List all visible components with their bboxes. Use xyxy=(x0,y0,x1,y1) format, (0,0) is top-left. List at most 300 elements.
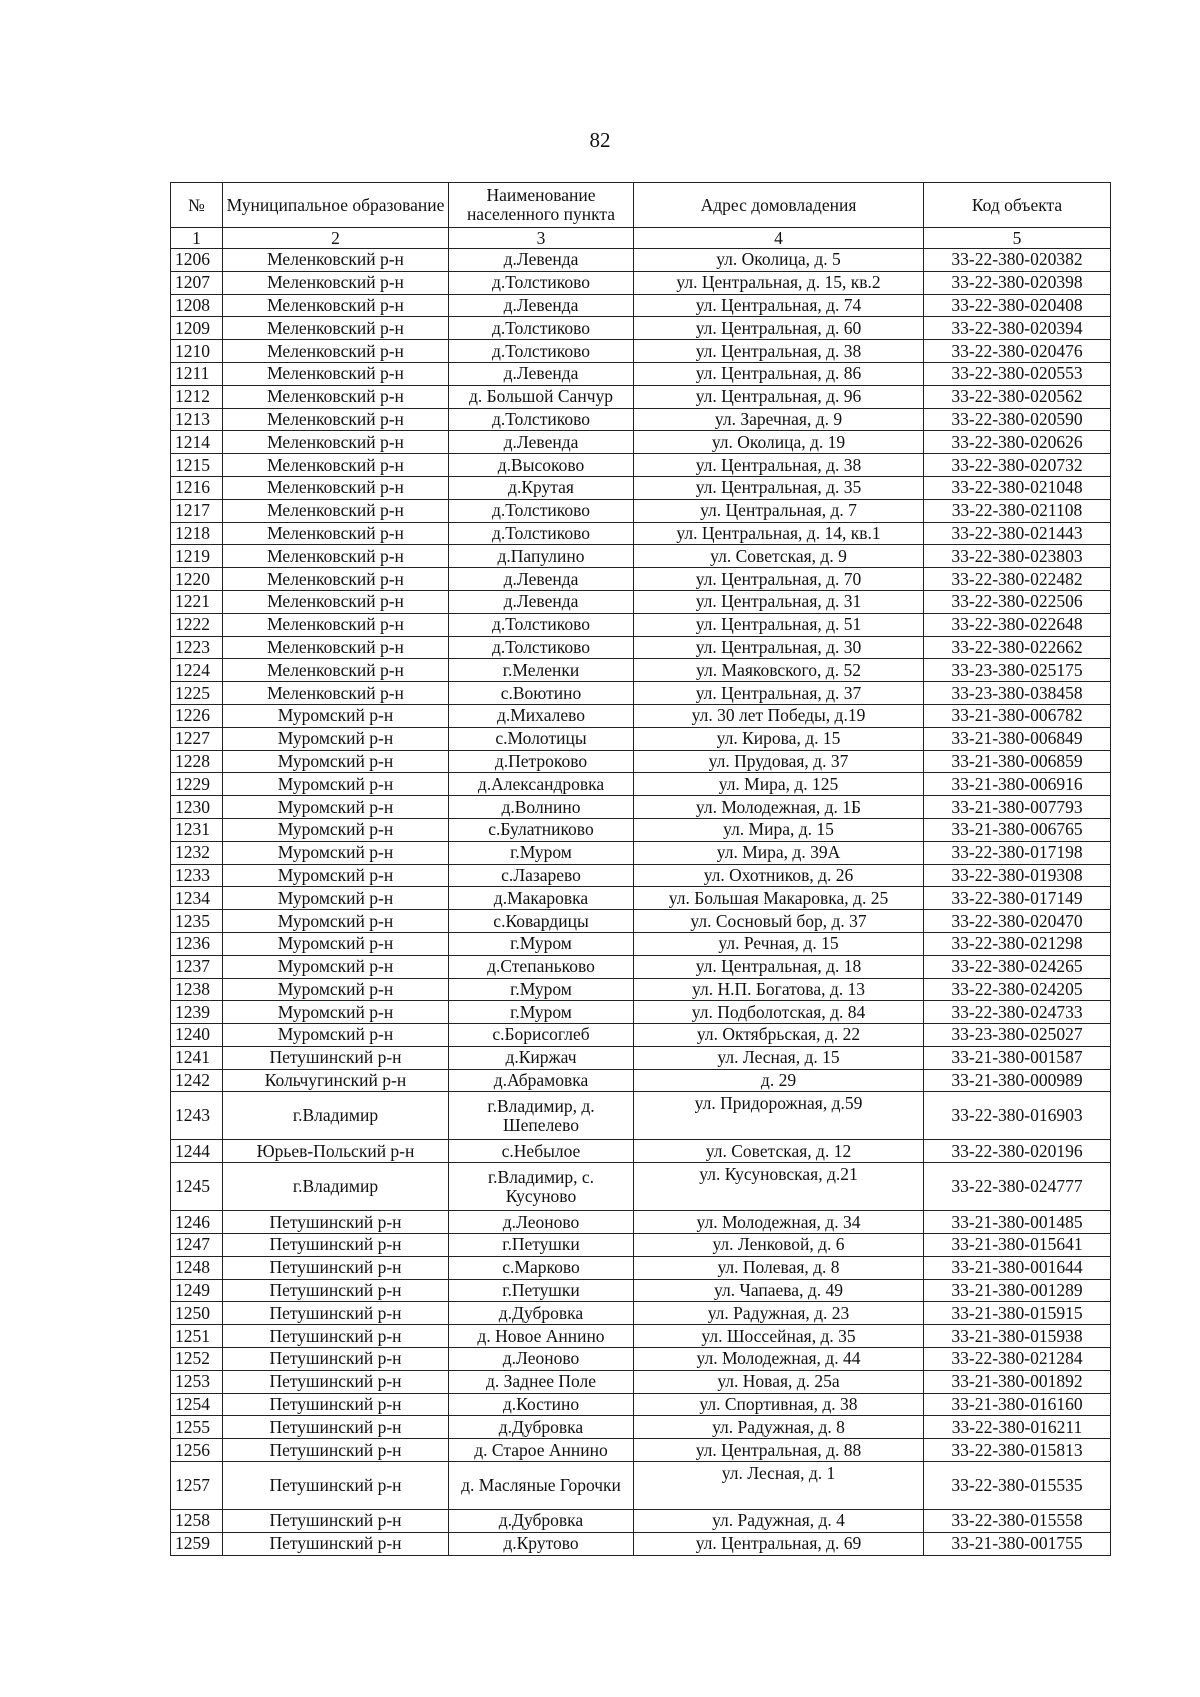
settlement-cell: г.Муром xyxy=(449,1001,634,1024)
table-row xyxy=(171,1279,1111,1302)
municipality-cell: Меленковский р-н xyxy=(223,636,449,659)
settlement-cell: с.Молотицы xyxy=(449,727,634,750)
column-number: 1 xyxy=(171,228,223,249)
municipality-cell: Меленковский р-н xyxy=(223,249,449,272)
address-cell: ул. Центральная, д. 69 xyxy=(634,1532,924,1555)
settlement-cell: д.Крутая xyxy=(449,476,634,499)
address-cell: ул. Центральная, д. 70 xyxy=(634,568,924,591)
settlement-cell: д.Толстиково xyxy=(449,613,634,636)
object-code-cell: 33-22-380-020470 xyxy=(924,910,1111,933)
header-municipality: Муниципальное образование xyxy=(223,183,449,228)
municipality-cell: Муромский р-н xyxy=(223,887,449,910)
table-row xyxy=(171,704,1111,727)
object-code-cell: 33-22-380-019308 xyxy=(924,864,1111,887)
row-number: 1254 xyxy=(171,1393,223,1416)
address-cell: ул. Центральная, д. 51 xyxy=(634,613,924,636)
table-row xyxy=(171,1234,1111,1257)
address-cell: ул. Центральная, д. 74 xyxy=(634,294,924,317)
table-row xyxy=(171,773,1111,796)
settlement-cell: д.Толстиково xyxy=(449,636,634,659)
municipality-cell: Меленковский р-н xyxy=(223,340,449,363)
address-cell: ул. Центральная, д. 30 xyxy=(634,636,924,659)
table-row xyxy=(171,431,1111,454)
table-row xyxy=(171,1370,1111,1393)
table-row xyxy=(171,818,1111,841)
settlement-cell: д. Заднее Поле xyxy=(449,1370,634,1393)
municipality-cell: Муромский р-н xyxy=(223,727,449,750)
address-cell: ул. Кусуновская, д.21 xyxy=(634,1163,924,1211)
address-cell: ул. Околица, д. 19 xyxy=(634,431,924,454)
row-number: 1213 xyxy=(171,408,223,431)
address-cell: ул. Мира, д. 15 xyxy=(634,818,924,841)
table-row xyxy=(171,1439,1111,1462)
municipality-cell: Меленковский р-н xyxy=(223,522,449,545)
address-cell: ул. Мира, д. 39А xyxy=(634,841,924,864)
object-code-cell: 33-22-380-024205 xyxy=(924,978,1111,1001)
table-row xyxy=(171,1416,1111,1439)
table-row xyxy=(171,932,1111,955)
settlement-cell: д.Левенда xyxy=(449,431,634,454)
object-code-cell: 33-21-380-001289 xyxy=(924,1279,1111,1302)
table-row xyxy=(171,955,1111,978)
address-cell: ул. Ленковой, д. 6 xyxy=(634,1234,924,1257)
municipality-cell: Меленковский р-н xyxy=(223,568,449,591)
object-code-cell: 33-22-380-016903 xyxy=(924,1092,1111,1140)
object-code-cell: 33-21-380-015938 xyxy=(924,1325,1111,1348)
settlement-cell: д.Леоново xyxy=(449,1348,634,1371)
municipality-cell: Петушинский р-н xyxy=(223,1416,449,1439)
municipality-cell: Муромский р-н xyxy=(223,864,449,887)
table-row xyxy=(171,385,1111,408)
header-address: Адрес домовладения xyxy=(634,183,924,228)
settlement-cell: с.Борисоглеб xyxy=(449,1024,634,1047)
table-row xyxy=(171,659,1111,682)
settlement-cell: д.Толстиково xyxy=(449,271,634,294)
object-code-cell: 33-22-380-021048 xyxy=(924,476,1111,499)
settlement-cell: с.Небылое xyxy=(449,1140,634,1163)
row-number: 1220 xyxy=(171,568,223,591)
address-cell: ул. Центральная, д. 88 xyxy=(634,1439,924,1462)
object-code-cell: 33-22-380-020398 xyxy=(924,271,1111,294)
municipality-cell: Петушинский р-н xyxy=(223,1325,449,1348)
object-code-cell: 33-21-380-015641 xyxy=(924,1234,1111,1257)
row-number: 1219 xyxy=(171,545,223,568)
address-cell: ул. Центральная, д. 37 xyxy=(634,682,924,705)
object-code-cell: 33-21-380-001485 xyxy=(924,1211,1111,1234)
object-code-cell: 33-21-380-006849 xyxy=(924,727,1111,750)
address-cell: ул. 30 лет Победы, д.19 xyxy=(634,704,924,727)
column-number: 4 xyxy=(634,228,924,249)
object-code-cell: 33-22-380-020476 xyxy=(924,340,1111,363)
address-cell: ул. Советская, д. 12 xyxy=(634,1140,924,1163)
column-number: 2 xyxy=(223,228,449,249)
address-cell: ул. Центральная, д. 31 xyxy=(634,590,924,613)
object-code-cell: 33-22-380-024265 xyxy=(924,955,1111,978)
settlement-cell: д. Большой Санчур xyxy=(449,385,634,408)
row-number: 1225 xyxy=(171,682,223,705)
address-cell: ул. Радужная, д. 8 xyxy=(634,1416,924,1439)
object-code-cell: 33-21-380-001755 xyxy=(924,1532,1111,1555)
settlement-cell: д.Левенда xyxy=(449,294,634,317)
settlement-cell: д.Абрамовка xyxy=(449,1069,634,1092)
municipality-cell: Меленковский р-н xyxy=(223,659,449,682)
address-cell: ул. Спортивная, д. 38 xyxy=(634,1393,924,1416)
object-code-cell: 33-22-380-015558 xyxy=(924,1510,1111,1533)
table-row xyxy=(171,590,1111,613)
object-code-cell: 33-22-380-021108 xyxy=(924,499,1111,522)
object-code-cell: 33-22-380-015535 xyxy=(924,1462,1111,1510)
municipality-cell: Петушинский р-н xyxy=(223,1510,449,1533)
settlement-cell: д.Левенда xyxy=(449,249,634,272)
settlement-cell: д.Волнино xyxy=(449,796,634,819)
object-code-cell: 33-22-380-022482 xyxy=(924,568,1111,591)
row-number: 1229 xyxy=(171,773,223,796)
table-row xyxy=(171,271,1111,294)
row-number: 1226 xyxy=(171,704,223,727)
address-cell: ул. Шоссейная, д. 35 xyxy=(634,1325,924,1348)
object-code-cell: 33-21-380-006916 xyxy=(924,773,1111,796)
municipality-cell: Петушинский р-н xyxy=(223,1393,449,1416)
municipality-cell: Меленковский р-н xyxy=(223,317,449,340)
table-row xyxy=(171,727,1111,750)
municipality-cell: Петушинский р-н xyxy=(223,1462,449,1510)
address-cell: ул. Октябрьская, д. 22 xyxy=(634,1024,924,1047)
table-row xyxy=(171,1348,1111,1371)
object-code-cell: 33-22-380-020590 xyxy=(924,408,1111,431)
table-row xyxy=(171,1092,1111,1140)
settlement-cell: д.Макаровка xyxy=(449,887,634,910)
object-code-cell: 33-22-380-021284 xyxy=(924,1348,1111,1371)
table-row xyxy=(171,568,1111,591)
municipality-cell: Петушинский р-н xyxy=(223,1211,449,1234)
municipality-cell: Меленковский р-н xyxy=(223,454,449,477)
row-number: 1259 xyxy=(171,1532,223,1555)
table-row xyxy=(171,1211,1111,1234)
settlement-cell: с.Марково xyxy=(449,1256,634,1279)
municipality-cell: Меленковский р-н xyxy=(223,385,449,408)
address-cell: ул. Заречная, д. 9 xyxy=(634,408,924,431)
row-number: 1240 xyxy=(171,1024,223,1047)
settlement-cell: г.Петушки xyxy=(449,1279,634,1302)
row-number: 1228 xyxy=(171,750,223,773)
settlement-cell: г.Меленки xyxy=(449,659,634,682)
address-cell: ул. Н.П. Богатова, д. 13 xyxy=(634,978,924,1001)
table-row xyxy=(171,750,1111,773)
row-number: 1233 xyxy=(171,864,223,887)
address-cell: ул. Центральная, д. 86 xyxy=(634,362,924,385)
municipality-cell: Петушинский р-н xyxy=(223,1370,449,1393)
column-number: 3 xyxy=(449,228,634,249)
row-number: 1249 xyxy=(171,1279,223,1302)
settlement-cell: д.Толстиково xyxy=(449,522,634,545)
settlement-cell: д.Левенда xyxy=(449,590,634,613)
object-code-cell: 33-22-380-017198 xyxy=(924,841,1111,864)
settlement-cell: д.Дубровка xyxy=(449,1302,634,1325)
row-number: 1253 xyxy=(171,1370,223,1393)
object-code-cell: 33-22-380-022648 xyxy=(924,613,1111,636)
table-row xyxy=(171,340,1111,363)
page-number: 82 xyxy=(589,128,611,152)
object-code-cell: 33-22-380-020732 xyxy=(924,454,1111,477)
row-number: 1258 xyxy=(171,1510,223,1533)
address-cell: ул. Центральная, д. 96 xyxy=(634,385,924,408)
address-cell: ул. Лесная, д. 15 xyxy=(634,1046,924,1069)
object-code-cell: 33-22-380-017149 xyxy=(924,887,1111,910)
municipality-cell: Муромский р-н xyxy=(223,1024,449,1047)
object-code-cell: 33-21-380-001644 xyxy=(924,1256,1111,1279)
table-row xyxy=(171,522,1111,545)
address-cell: ул. Мира, д. 125 xyxy=(634,773,924,796)
settlement-cell: д.Левенда xyxy=(449,362,634,385)
object-code-cell: 33-23-380-025027 xyxy=(924,1024,1111,1047)
municipality-cell: Муромский р-н xyxy=(223,978,449,1001)
row-number: 1230 xyxy=(171,796,223,819)
object-code-cell: 33-22-380-023803 xyxy=(924,545,1111,568)
object-code-cell: 33-22-380-015813 xyxy=(924,1439,1111,1462)
table-row xyxy=(171,1069,1111,1092)
table-row xyxy=(171,1393,1111,1416)
settlement-cell: д.Дубровка xyxy=(449,1416,634,1439)
object-code-cell: 33-21-380-001587 xyxy=(924,1046,1111,1069)
municipality-cell: Меленковский р-н xyxy=(223,613,449,636)
address-cell: ул. Большая Макаровка, д. 25 xyxy=(634,887,924,910)
row-number: 1206 xyxy=(171,249,223,272)
address-cell: ул. Чапаева, д. 49 xyxy=(634,1279,924,1302)
address-cell: ул. Радужная, д. 23 xyxy=(634,1302,924,1325)
column-number-row xyxy=(171,228,1111,249)
municipality-cell: Петушинский р-н xyxy=(223,1439,449,1462)
row-number: 1247 xyxy=(171,1234,223,1257)
address-cell: ул. Придорожная, д.59 xyxy=(634,1092,924,1140)
address-cell: ул. Молодежная, д. 34 xyxy=(634,1211,924,1234)
municipality-cell: Муромский р-н xyxy=(223,841,449,864)
row-number: 1222 xyxy=(171,613,223,636)
settlement-cell: д. Старое Аннино xyxy=(449,1439,634,1462)
object-code-cell: 33-23-380-038458 xyxy=(924,682,1111,705)
address-cell: ул. Центральная, д. 18 xyxy=(634,955,924,978)
table-row xyxy=(171,682,1111,705)
row-number: 1218 xyxy=(171,522,223,545)
municipality-cell: Муромский р-н xyxy=(223,796,449,819)
object-code-cell: 33-21-380-006859 xyxy=(924,750,1111,773)
object-code-cell: 33-21-380-007793 xyxy=(924,796,1111,819)
object-code-cell: 33-22-380-020408 xyxy=(924,294,1111,317)
address-cell: ул. Советская, д. 9 xyxy=(634,545,924,568)
row-number: 1227 xyxy=(171,727,223,750)
municipality-cell: Меленковский р-н xyxy=(223,590,449,613)
settlement-cell: д. Новое Аннино xyxy=(449,1325,634,1348)
address-cell: ул. Кирова, д. 15 xyxy=(634,727,924,750)
object-code-cell: 33-21-380-015915 xyxy=(924,1302,1111,1325)
table-row xyxy=(171,1140,1111,1163)
address-cell: ул. Маяковского, д. 52 xyxy=(634,659,924,682)
table-row xyxy=(171,1046,1111,1069)
municipality-cell: Муромский р-н xyxy=(223,932,449,955)
column-number: 5 xyxy=(924,228,1111,249)
municipality-cell: Муромский р-н xyxy=(223,773,449,796)
row-number: 1236 xyxy=(171,932,223,955)
settlement-cell: д.Толстиково xyxy=(449,408,634,431)
settlement-cell: с.Воютино xyxy=(449,682,634,705)
address-cell: ул. Радужная, д. 4 xyxy=(634,1510,924,1533)
object-code-cell: 33-21-380-006782 xyxy=(924,704,1111,727)
row-number: 1223 xyxy=(171,636,223,659)
settlement-cell: д.Толстиково xyxy=(449,317,634,340)
settlement-cell: г.Муром xyxy=(449,932,634,955)
object-code-cell: 33-22-380-020553 xyxy=(924,362,1111,385)
table-body xyxy=(171,249,1111,1556)
settlement-cell: г.Владимир, д. Шепелево xyxy=(449,1092,634,1140)
row-number: 1212 xyxy=(171,385,223,408)
municipality-cell: Меленковский р-н xyxy=(223,545,449,568)
address-cell: ул. Центральная, д. 14, кв.1 xyxy=(634,522,924,545)
table-row xyxy=(171,1001,1111,1024)
settlement-cell: д.Костино xyxy=(449,1393,634,1416)
table-row xyxy=(171,1024,1111,1047)
row-number: 1239 xyxy=(171,1001,223,1024)
object-code-cell: 33-22-380-016211 xyxy=(924,1416,1111,1439)
address-cell: ул. Речная, д. 15 xyxy=(634,932,924,955)
row-number: 1217 xyxy=(171,499,223,522)
municipality-cell: Меленковский р-н xyxy=(223,408,449,431)
row-number: 1231 xyxy=(171,818,223,841)
settlement-cell: с.Лазарево xyxy=(449,864,634,887)
header-number: № xyxy=(171,183,223,228)
object-code-cell: 33-22-380-022662 xyxy=(924,636,1111,659)
row-number: 1252 xyxy=(171,1348,223,1371)
address-cell: д. 29 xyxy=(634,1069,924,1092)
object-code-cell: 33-22-380-020394 xyxy=(924,317,1111,340)
table-row xyxy=(171,1510,1111,1533)
settlement-cell: д.Александровка xyxy=(449,773,634,796)
table-row xyxy=(171,1256,1111,1279)
table-row xyxy=(171,1462,1111,1510)
settlement-cell: г.Владимир, с. Кусуново xyxy=(449,1163,634,1211)
header-settlement: Наименование населенного пункта xyxy=(449,183,634,228)
row-number: 1256 xyxy=(171,1439,223,1462)
table-row xyxy=(171,1302,1111,1325)
table-row xyxy=(171,408,1111,431)
municipality-cell: Муромский р-н xyxy=(223,818,449,841)
table-row xyxy=(171,978,1111,1001)
address-cell: ул. Полевая, д. 8 xyxy=(634,1256,924,1279)
row-number: 1244 xyxy=(171,1140,223,1163)
settlement-cell: с.Ковардицы xyxy=(449,910,634,933)
settlement-cell: д.Левенда xyxy=(449,568,634,591)
settlement-cell: д.Толстиково xyxy=(449,499,634,522)
address-cell: ул. Прудовая, д. 37 xyxy=(634,750,924,773)
table-row xyxy=(171,910,1111,933)
object-code-cell: 33-22-380-021443 xyxy=(924,522,1111,545)
settlement-cell: г.Петушки xyxy=(449,1234,634,1257)
municipality-cell: Меленковский р-н xyxy=(223,476,449,499)
address-cell: ул. Центральная, д. 35 xyxy=(634,476,924,499)
address-cell: ул. Центральная, д. 60 xyxy=(634,317,924,340)
table-row xyxy=(171,545,1111,568)
row-number: 1257 xyxy=(171,1462,223,1510)
row-number: 1246 xyxy=(171,1211,223,1234)
settlement-cell: д.Петроково xyxy=(449,750,634,773)
row-number: 1209 xyxy=(171,317,223,340)
municipality-cell: Юрьев-Польский р-н xyxy=(223,1140,449,1163)
table-row xyxy=(171,1325,1111,1348)
row-number: 1238 xyxy=(171,978,223,1001)
address-cell: ул. Околица, д. 5 xyxy=(634,249,924,272)
settlement-cell: г.Муром xyxy=(449,841,634,864)
object-code-cell: 33-22-380-020562 xyxy=(924,385,1111,408)
row-number: 1245 xyxy=(171,1163,223,1211)
table-row xyxy=(171,796,1111,819)
settlement-cell: д.Киржач xyxy=(449,1046,634,1069)
address-cell: ул. Подболотская, д. 84 xyxy=(634,1001,924,1024)
row-number: 1216 xyxy=(171,476,223,499)
settlement-cell: д.Высоково xyxy=(449,454,634,477)
address-cell: ул. Новая, д. 25а xyxy=(634,1370,924,1393)
object-code-cell: 33-21-380-006765 xyxy=(924,818,1111,841)
municipality-cell: Кольчугинский р-н xyxy=(223,1069,449,1092)
table-row xyxy=(171,613,1111,636)
municipality-cell: г.Владимир xyxy=(223,1163,449,1211)
address-cell: ул. Лесная, д. 1 xyxy=(634,1462,924,1510)
address-cell: ул. Молодежная, д. 44 xyxy=(634,1348,924,1371)
row-number: 1251 xyxy=(171,1325,223,1348)
table-row xyxy=(171,294,1111,317)
municipality-cell: Муромский р-н xyxy=(223,1001,449,1024)
municipality-cell: Петушинский р-н xyxy=(223,1279,449,1302)
households-table xyxy=(170,182,1111,1556)
settlement-cell: д.Дубровка xyxy=(449,1510,634,1533)
row-number: 1211 xyxy=(171,362,223,385)
municipality-cell: Муромский р-н xyxy=(223,704,449,727)
table-row xyxy=(171,317,1111,340)
row-number: 1255 xyxy=(171,1416,223,1439)
row-number: 1207 xyxy=(171,271,223,294)
object-code-cell: 33-23-380-025175 xyxy=(924,659,1111,682)
row-number: 1250 xyxy=(171,1302,223,1325)
object-code-cell: 33-22-380-020626 xyxy=(924,431,1111,454)
municipality-cell: Петушинский р-н xyxy=(223,1234,449,1257)
table-row xyxy=(171,887,1111,910)
row-number: 1242 xyxy=(171,1069,223,1092)
municipality-cell: Петушинский р-н xyxy=(223,1532,449,1555)
municipality-cell: Петушинский р-н xyxy=(223,1046,449,1069)
table-row xyxy=(171,249,1111,272)
municipality-cell: Петушинский р-н xyxy=(223,1348,449,1371)
header-object-code: Код объекта xyxy=(924,183,1111,228)
settlement-cell: г.Муром xyxy=(449,978,634,1001)
row-number: 1214 xyxy=(171,431,223,454)
row-number: 1215 xyxy=(171,454,223,477)
municipality-cell: Меленковский р-н xyxy=(223,682,449,705)
object-code-cell: 33-22-380-020196 xyxy=(924,1140,1111,1163)
table-row xyxy=(171,362,1111,385)
municipality-cell: Петушинский р-н xyxy=(223,1256,449,1279)
table-row xyxy=(171,476,1111,499)
table-row xyxy=(171,841,1111,864)
table-row xyxy=(171,1163,1111,1211)
object-code-cell: 33-22-380-024777 xyxy=(924,1163,1111,1211)
settlement-cell: с.Булатниково xyxy=(449,818,634,841)
settlement-cell: д.Толстиково xyxy=(449,340,634,363)
row-number: 1208 xyxy=(171,294,223,317)
row-number: 1234 xyxy=(171,887,223,910)
municipality-cell: Муромский р-н xyxy=(223,955,449,978)
object-code-cell: 33-22-380-022506 xyxy=(924,590,1111,613)
address-cell: ул. Центральная, д. 15, кв.2 xyxy=(634,271,924,294)
object-code-cell: 33-22-380-020382 xyxy=(924,249,1111,272)
object-code-cell: 33-21-380-016160 xyxy=(924,1393,1111,1416)
row-number: 1243 xyxy=(171,1092,223,1140)
